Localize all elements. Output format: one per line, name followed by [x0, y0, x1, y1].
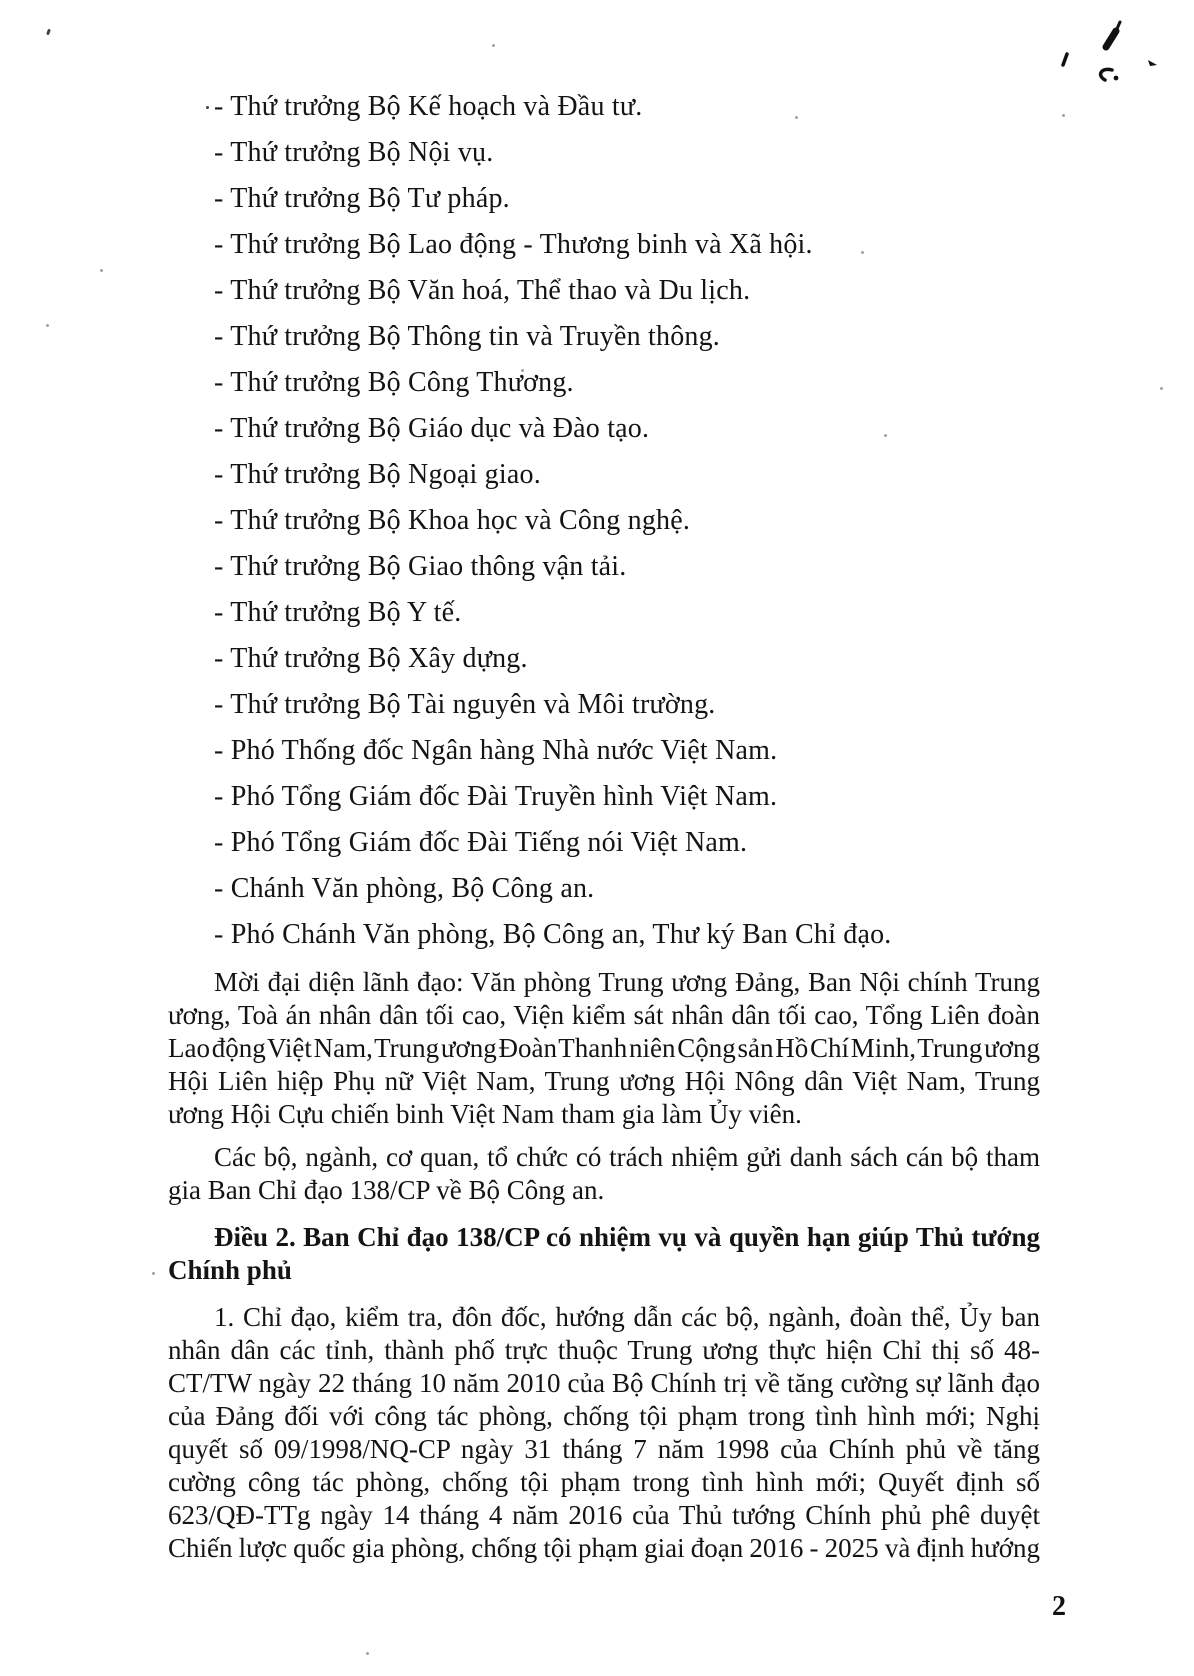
scan-speck — [1062, 114, 1065, 117]
text: 623/QĐ-TTg ngày 14 tháng 4 năm 2016 của Thủ tướng Chính phủ phê duyệt — [168, 1500, 1040, 1530]
text-line — [168, 1301, 1040, 1334]
text: nhân dân các tỉnh, thành phố trực thuộc Trung ương thực hiện Chỉ thị số 48- — [168, 1335, 1040, 1365]
list-item: - Thứ trưởng Bộ Ngoại giao. — [214, 459, 541, 490]
text-line — [168, 1400, 1040, 1433]
text-line — [168, 1433, 1040, 1466]
text-line — [168, 1367, 1040, 1400]
scan-speck — [100, 269, 103, 272]
text-line — [168, 1032, 1040, 1065]
list-item: - Phó Thống đốc Ngân hàng Nhà nước Việt Nam. — [214, 735, 778, 766]
list-item: - Thứ trưởng Bộ Giao thông vận tải. — [214, 551, 627, 582]
article-2-heading — [168, 1221, 1040, 1287]
list-item: - Thứ trưởng Bộ Kế hoạch và Đầu tư. — [214, 91, 643, 122]
page-number: 2 — [1052, 1591, 1066, 1622]
text: CT/TW ngày 22 tháng 10 năm 2010 của Bộ Chính trị về tăng cường sự lãnh đạo — [168, 1368, 1040, 1398]
text: Chiến lược quốc gia phòng, chống tội phạm giai đoạn 2016 - 2025 và định hướng — [168, 1533, 1040, 1563]
text: Các bộ, ngành, cơ quan, tổ chức có trách nhiệm gửi danh sách cán bộ tham — [214, 1142, 1040, 1172]
list-item: - Thứ trưởng Bộ Tư pháp. — [214, 183, 510, 214]
text: gia Ban Chỉ đạo 138/CP về Bộ Công an. — [168, 1175, 605, 1205]
text: cường công tác phòng, chống tội phạm trong tình hình mới; Quyết định số — [168, 1467, 1040, 1497]
text-line — [168, 999, 1040, 1032]
text: ương Hội Cựu chiến binh Việt Nam tham gia làm Ủy viên. — [168, 1099, 802, 1129]
paragraph-invite — [168, 966, 1040, 1131]
scan-speck — [152, 1272, 155, 1275]
text: Chính phủ — [168, 1255, 292, 1285]
list-item: - Thứ trưởng Bộ Nội vụ. — [214, 137, 494, 168]
text: quyết số 09/1998/NQ-CP ngày 31 tháng 7 năm 1998 của Chính phủ về tăng — [168, 1434, 1040, 1464]
text-line — [168, 1098, 1040, 1131]
text-line — [168, 1141, 1040, 1174]
text-line — [168, 1174, 1040, 1207]
list-item: - Thứ trưởng Bộ Thông tin và Truyền thông. — [214, 321, 720, 352]
scan-speck — [366, 1652, 369, 1655]
list-item: - Thứ trưởng Bộ Y tế. — [214, 597, 462, 628]
list-item: - Thứ trưởng Bộ Công Thương. — [214, 367, 574, 398]
list-item: - Thứ trưởng Bộ Tài nguyên và Môi trường. — [214, 689, 716, 720]
pen-scribble-icon — [1040, 10, 1170, 90]
paragraph-duty-1 — [168, 1301, 1040, 1565]
text-line — [168, 1466, 1040, 1499]
document-body — [168, 84, 1040, 1565]
text: Điều 2. Ban Chỉ đạo 138/CP có nhiệm vụ và quyền hạn giúp Thủ tướng — [214, 1222, 1040, 1252]
text-line — [168, 1532, 1040, 1565]
text-line — [168, 1065, 1040, 1098]
list-item: - Thứ trưởng Bộ Xây dựng. — [214, 643, 528, 674]
text: 1. Chỉ đạo, kiểm tra, đôn đốc, hướng dẫn các bộ, ngành, đoàn thể, Ủy ban — [214, 1302, 1040, 1332]
list-item: - Thứ trưởng Bộ Giáo dục và Đào tạo. — [214, 413, 650, 444]
text: Hội Liên hiệp Phụ nữ Việt Nam, Trung ương Hội Nông dân Việt Nam, Trung — [168, 1066, 1040, 1096]
list-item: - Chánh Văn phòng, Bộ Công an. — [214, 873, 595, 904]
scan-speck — [1160, 387, 1163, 390]
text-line — [168, 1334, 1040, 1367]
text-line — [168, 1499, 1040, 1532]
text-line — [168, 966, 1040, 999]
scan-speck — [46, 324, 49, 327]
text: của Đảng đối với công tác phòng, chống tội phạm trong tình hình mới; Nghị — [168, 1401, 1040, 1431]
scan-speck — [492, 44, 495, 47]
list-item: - Thứ trưởng Bộ Lao động - Thương binh và Xã hội. — [214, 229, 813, 260]
paragraph-send-list — [168, 1141, 1040, 1207]
heading-line — [168, 1254, 1040, 1287]
text: Mời đại diện lãnh đạo: Văn phòng Trung ương Đảng, Ban Nội chính Trung — [214, 967, 1040, 997]
list-item: - Phó Chánh Văn phòng, Bộ Công an, Thư ký Ban Chỉ đạo. — [214, 919, 892, 950]
text: Lao động Việt Nam, Trung ương Đoàn Thanh niên Cộng sản Hồ Chí Minh, Trung ương — [168, 1033, 1040, 1063]
scan-speck — [46, 29, 51, 36]
heading-line — [168, 1221, 1040, 1254]
officials-list — [168, 84, 1040, 958]
list-item: - Thứ trưởng Bộ Văn hoá, Thể thao và Du lịch. — [214, 275, 751, 306]
list-item: - Thứ trưởng Bộ Khoa học và Công nghệ. — [214, 505, 691, 536]
text: ương, Toà án nhân dân tối cao, Viện kiểm sát nhân dân tối cao, Tổng Liên đoàn — [168, 1000, 1040, 1030]
list-item: - Phó Tổng Giám đốc Đài Tiếng nói Việt Nam. — [214, 827, 748, 858]
list-item: - Phó Tổng Giám đốc Đài Truyền hình Việt Nam. — [214, 781, 778, 812]
